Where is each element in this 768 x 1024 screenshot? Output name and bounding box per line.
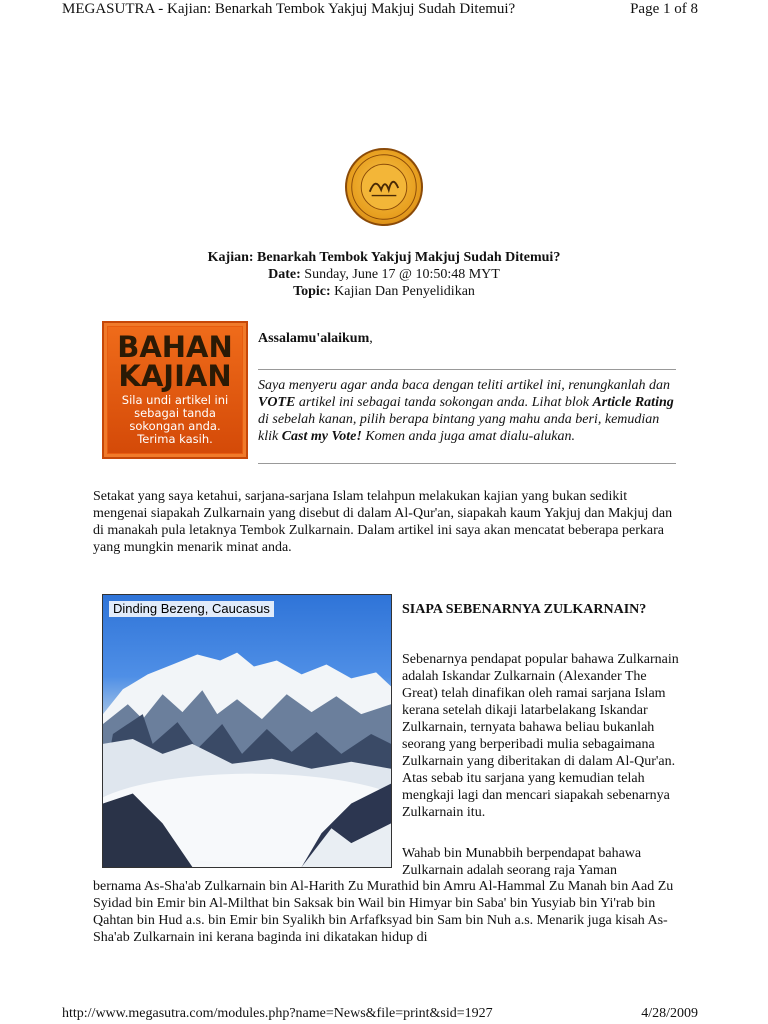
vote-text-3: di sebelah kanan, pilih berapa bintang yang mahu anda beri, kemudian klik	[258, 412, 660, 444]
vote-text-2: artikel ini sebagai tanda sokongan anda. Lihat blok	[295, 395, 593, 410]
zulkarnain-paragraph: Sebenarnya pendapat popular bahawa Zulkarnain adalah Iskandar Zulkarnain (Alexander The Great) telah dinafikan oleh ramai sarjana Islam kerana setelah dikaji latarbelakang Iskandar Zulkarnain, ternyata bahawa beliau bukanlah seorang yang berperibadi mulia sebagaimana Zulkarnain yang diberitakan di dalam Al-Qur'an. Atas sebab itu sarjana yang kemudian telah mengkaji lagi dan mencari siapakah sebenarnya Zulkarnain itu.	[402, 652, 679, 820]
caucasus-photo	[102, 594, 392, 868]
vote-text-1: Saya menyeru agar anda baca dengan teliti artikel ini, renungkanlah dan	[258, 378, 671, 393]
vote-text-4: Komen anda juga amat dialu-alukan.	[361, 429, 575, 444]
greeting-text: Assalamu'alaikum	[258, 331, 370, 346]
page-number: Page 1 of 8	[630, 1, 698, 17]
footer-url: http://www.megasutra.com/modules.php?name=News&file=print&sid=1927	[62, 1006, 493, 1021]
intro-paragraph: Setakat yang saya ketahui, sarjana-sarjana Islam telahpun melakukan kajian yang bukan sedikit mengenai siapakah Zulkarnain yang disebut di dalam Al-Qur'an, siapakah kaum Yakjuj dan Makjuj dan di manakah pula letaknya Tembok Zulkarnain. Dalam artikel ini saya akan mencatat beberapa perkara yang mungkin menarik minat anda.	[93, 489, 673, 555]
page-header-title: MEGASUTRA - Kajian: Benarkah Tembok Yakjuj Makjuj Sudah Ditemui?	[62, 1, 516, 17]
section-heading: SIAPA SEBENARNYA ZULKARNAIN?	[402, 602, 647, 617]
greeting	[258, 331, 373, 347]
badge-sub-line3: sokongan anda.	[129, 419, 221, 433]
wahab-paragraph-continued: bernama As-Sha'ab Zulkarnain bin Al-Harith Zu Murathid bin Amru Al-Hammal Zu Manah bin Aad Zu Syidad bin Emir bin Al-Milthat bin Saksak bin Wail bin Himyar bin Saba' bin Yusyiab bin Yi'rab bin Qahtan bin Hud a.s. bin Emir bin Syalikh bin Arfafksyad bin Sam bin Nuh a.s. Menarik juga kisah As-Sha'ab Zulkarnain ini kerana baginda ini dikatakan hidup di	[93, 879, 674, 945]
footer-date: 4/28/2009	[641, 1006, 698, 1021]
wahab-paragraph-start: Wahab bin Munabbih berpendapat bahawa Zulkarnain adalah seorang raja Yaman	[402, 846, 642, 878]
article-title: Kajian: Benarkah Tembok Yakjuj Makjuj Sudah Ditemui?	[207, 250, 561, 265]
divider-bottom	[258, 463, 676, 464]
divider-top	[258, 369, 676, 370]
article-rating-emphasis: Article Rating	[592, 395, 674, 410]
badge-title-line2: KAJIAN	[118, 359, 232, 393]
date-value: Sunday, June 17 @ 10:50:48 MYT	[300, 267, 500, 282]
topic-value: Kajian Dan Penyelidikan	[330, 284, 475, 299]
date-label: Date:	[268, 267, 301, 282]
megasutra-logo	[345, 148, 423, 226]
vote-request-paragraph	[258, 377, 678, 445]
badge-title-line1: BAHAN	[117, 330, 233, 364]
cast-vote-emphasis: Cast my Vote!	[281, 429, 362, 444]
photo-caption: Dinding Bezeng, Caucasus	[109, 601, 274, 617]
topic-label: Topic:	[293, 284, 331, 299]
badge-title	[104, 330, 246, 393]
vote-emphasis: VOTE	[258, 395, 296, 410]
bahan-kajian-badge	[102, 321, 248, 459]
badge-subtitle	[104, 394, 246, 446]
article-header	[0, 249, 768, 300]
badge-sub-line1: Sila undi artikel ini	[121, 393, 229, 407]
badge-sub-line2: sebagai tanda	[134, 406, 216, 420]
greeting-comma: ,	[369, 331, 373, 346]
badge-sub-line4: Terima kasih.	[137, 432, 213, 446]
